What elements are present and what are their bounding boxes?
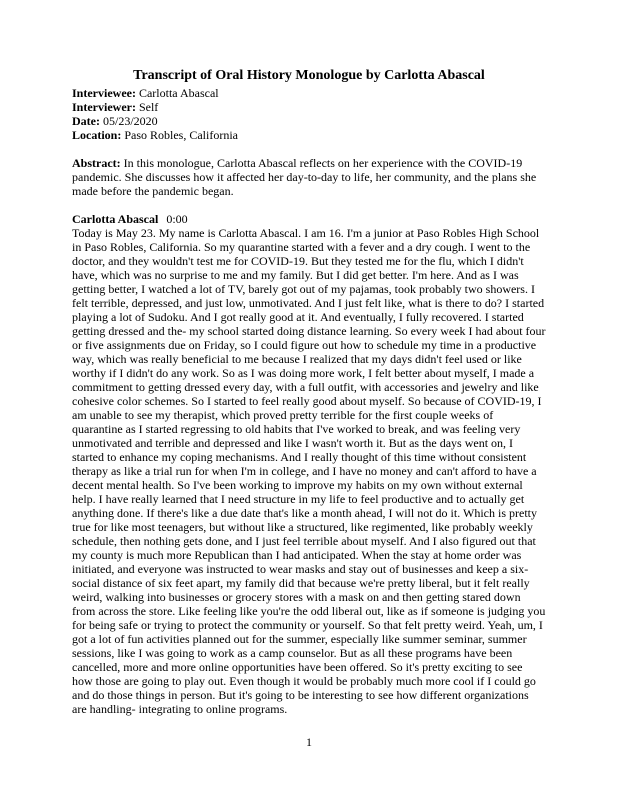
speaker-heading xyxy=(72,212,546,226)
metadata-block xyxy=(72,86,546,142)
metadata-value-date: 05/23/2020 xyxy=(102,114,158,128)
metadata-line-interviewee xyxy=(72,86,546,100)
document-title: Transcript of Oral History Monologue by Carlotta Abascal xyxy=(133,68,485,83)
monologue-paragraph: Today is May 23. My name is Carlotta Abascal. I am 16. I'm a junior at Paso Robles High School in Paso Robles, California. So my quarantine started with a fever and a dry cough. I went to the doctor, and they wouldn't test me for COVID-19. But they tested me for the flu, which I didn't have, which was no surprise to me and my family. But I did get better. I'm here. And as I was getting better, I watched a lot of TV, barely got out of my pajamas, took probably two showers. I felt terrible, depressed, and just low, unmotivated. And I just felt like, what is there to do? I started playing a lot of Sudoku. And I got really good at it. And eventually, I fully recovered. I started getting dressed and the- my school started doing distance learning. So every week I had about four or five assignments due on Friday, so I could figure out how to schedule my time in a productive way, which was really beneficial to me because I realized that my days didn't feel used or like worthy if I didn't do any work. So as I was doing more work, I felt better about myself, I made a commitment to getting dressed every day, with a full outfit, with accessories and jewelry and like cohesive color schemes. So I started to feel really good about myself. So because of COVID-19, I am unable to see my therapist, which proved pretty terrible for the first couple weeks of quarantine as I started regressing to old habits that I've worked to break, and was feeling very unmotivated and terrible and depressed and like I wasn't worth it. But as the days went on, I started to enhance my coping mechanisms. And I really thought of this time without consistent therapy as like a trial run for when I'm in college, and I have no money and can't afford to have a decent mental health. So I've been working to improve my habits on my own without external help. I have really learned that I need structure in my life to feel productive and to actually get anything done. If there's like a due date that's like a month ahead, I will not do it. Which is pretty true for like most teenagers, but without like a structured, like regimented, like probably weekly schedule, then nothing gets done, and I just feel terrible about myself. And I also figured out that my county is much more Republican than I had anticipated. When the stay at home order was initiated, and everyone was instructed to wear masks and stay out of businesses and keep a six- social distance of six feet apart, my family did that because we're pretty liberal, but it felt really weird, walking into businesses or grocery stores with a mask on and then getting stared down from across the store. Like feeling like you're the odd liberal out, like as if someone is judging you for being safe or trying to protect the community or yourself. So that felt pretty weird. Yeah, um, I got a lot of fun activities planned out for the summer, especially like summer seminar, summer sessions, like I was going to work as a camp counselor. But as all these programs have been cancelled, more and more online opportunities have been offered. So it's pretty exciting to see how those are going to play out. Even though it would be probably much more cool if I could go and do those things in person. But it's going to be interesting to see how different organizations are handling- integrating to online programs. xyxy=(72,226,546,716)
metadata-value-interviewer: Self xyxy=(138,100,159,114)
metadata-label-location: Location: xyxy=(72,128,122,142)
speaker-name: Carlotta Abascal xyxy=(72,212,159,226)
abstract-text: In this monologue, Carlotta Abascal reflects on her experience with the COVID-19 pandemic. She discusses how it affected her day-to-day to life, her community, and the plans she made before the pandemic began. xyxy=(72,156,537,198)
page-number: 1 xyxy=(306,735,312,749)
metadata-line-date xyxy=(72,114,546,128)
metadata-value-location: Paso Robles, California xyxy=(124,128,238,142)
metadata-label-interviewer: Interviewer: xyxy=(72,100,136,114)
abstract-label: Abstract: xyxy=(72,156,121,170)
speaker-timestamp: 0:00 xyxy=(166,212,188,226)
metadata-line-location xyxy=(72,128,546,142)
metadata-label-date: Date: xyxy=(72,114,100,128)
metadata-label-interviewee: Interviewee: xyxy=(72,86,136,100)
metadata-line-interviewer xyxy=(72,100,546,114)
abstract-paragraph xyxy=(72,156,546,198)
metadata-value-interviewee: Carlotta Abascal xyxy=(138,86,219,100)
